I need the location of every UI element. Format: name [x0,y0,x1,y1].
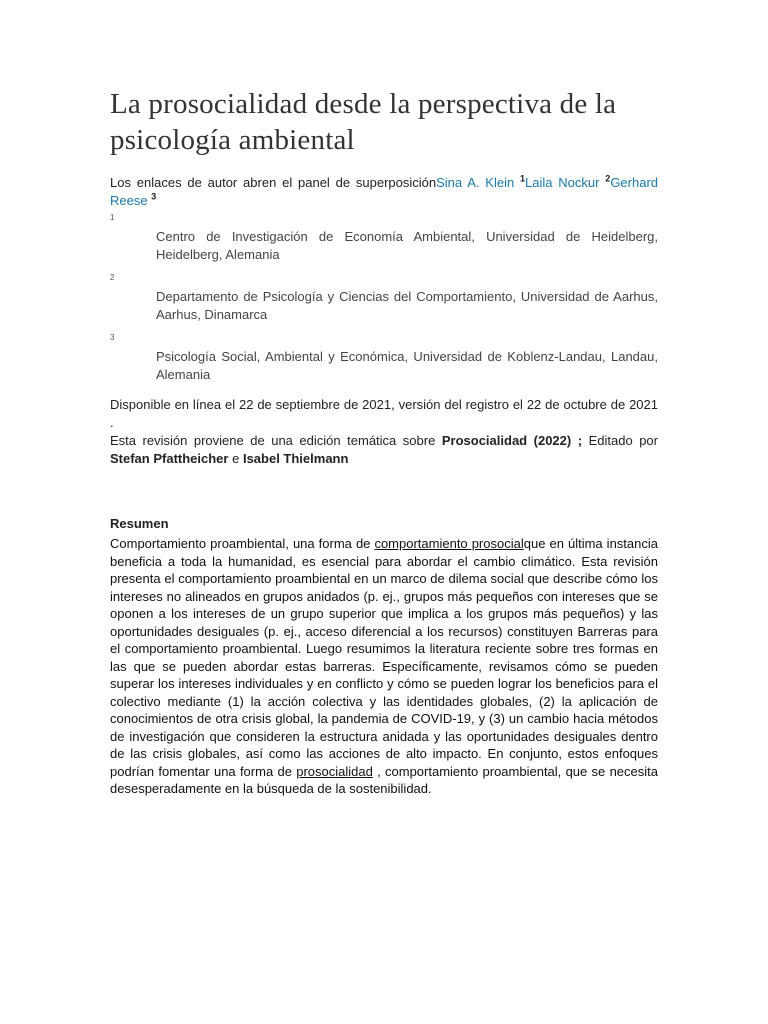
article-content [110,86,658,798]
availability-text: Disponible en línea el 22 de septiembre de 2021, versión del registro el 22 de octubre de 2021 . [110,397,658,430]
affiliation-number: 3 [110,333,115,342]
issue-edited-by: Editado por [582,433,658,448]
author-link-nockur[interactable]: Laila Nockur [525,175,600,190]
issue-topic: Prosocialidad (2022) ; [441,433,583,448]
editor-name: Stefan Pfattheicher [110,451,229,466]
affiliation-number: 1 [110,213,115,222]
abstract-heading: Resumen [110,516,169,531]
abstract-text: que en última instancia beneficia a toda la humanidad, es esencial para abordar el cambio climático. Esta revisión presenta el comportamiento proambiental en un marco de dilema social que describe cómo los intereses no alineados en grupos anidados (p. ej., grupos más pequeños con intereses que se oponen a los intereses de un grupo superior que implica a los grupos más pequeños) y las oportunidades desiguales (p. ej., acceso diferencial a los recursos) constituyen Barreras para el comportamiento proambiental. Luego resumimos la literatura reciente sobre tres formas en las que se pueden abordar estas barreras. Específicamente, revisamos cómo se pueden superar los intereses individuales y en conflicto y cómo se pueden lograr los beneficios para el colectivo mediante (1) la acción colectiva y las identidades globales, (2) la aplicación de conocimientos de otra crisis global, la pandemia de COVID-19, y (3) un cambio hacia métodos de investigación que consideren la estructura anidada y las oportunidades desiguales dentro de las crisis globales, así como las acciones de alto impacto. En conjunto, estos enfoques podrían fomentar una forma de [110,536,658,779]
article-title: La prosocialidad desde la perspectiva de la psicología ambiental [110,88,617,156]
issue-pre-text: Esta revisión proviene de una edición temática sobre [110,433,442,448]
issue-and: e [228,451,243,466]
availability-block [110,396,658,468]
affiliation-number: 2 [110,273,115,282]
abstract-text: Comportamiento proambiental, una forma de [110,536,375,551]
author-link-klein[interactable]: Sina A. Klein [436,175,515,190]
prosocial-behavior-link[interactable]: comportamiento prosocial [374,536,524,551]
abstract-body [110,535,658,798]
affiliation-list [110,212,658,384]
prosociality-link[interactable]: prosocialidad [296,763,373,779]
affiliation-text: Centro de Investigación de Economía Ambiental, Universidad de Heidelberg, Heidelberg, Alemania [156,229,658,262]
issue-info [110,432,658,468]
affiliation-text: Departamento de Psicología y Ciencias del Comportamiento, Universidad de Aarhus, Aarhus, Dinamarca [156,289,658,322]
author-link-reese[interactable]: Gerhard Reese [110,175,659,208]
authors-intro-text: Los enlaces de autor abren el panel de superposición [110,175,437,190]
abstract-text: , comportamiento proambiental, que se necesita desesperadamente en la búsqueda de la sostenibilidad. [110,763,658,796]
author-affil-sup: 3 [151,191,157,202]
editor-name: Isabel Thielmann [242,451,349,466]
author-affil-sup: 2 [605,173,611,184]
author-line [110,174,658,210]
affiliation-text: Psicología Social, Ambiental y Económica, Universidad de Koblenz-Landau, Landau, Alemania [156,349,658,382]
author-affil-sup: 1 [520,173,526,184]
